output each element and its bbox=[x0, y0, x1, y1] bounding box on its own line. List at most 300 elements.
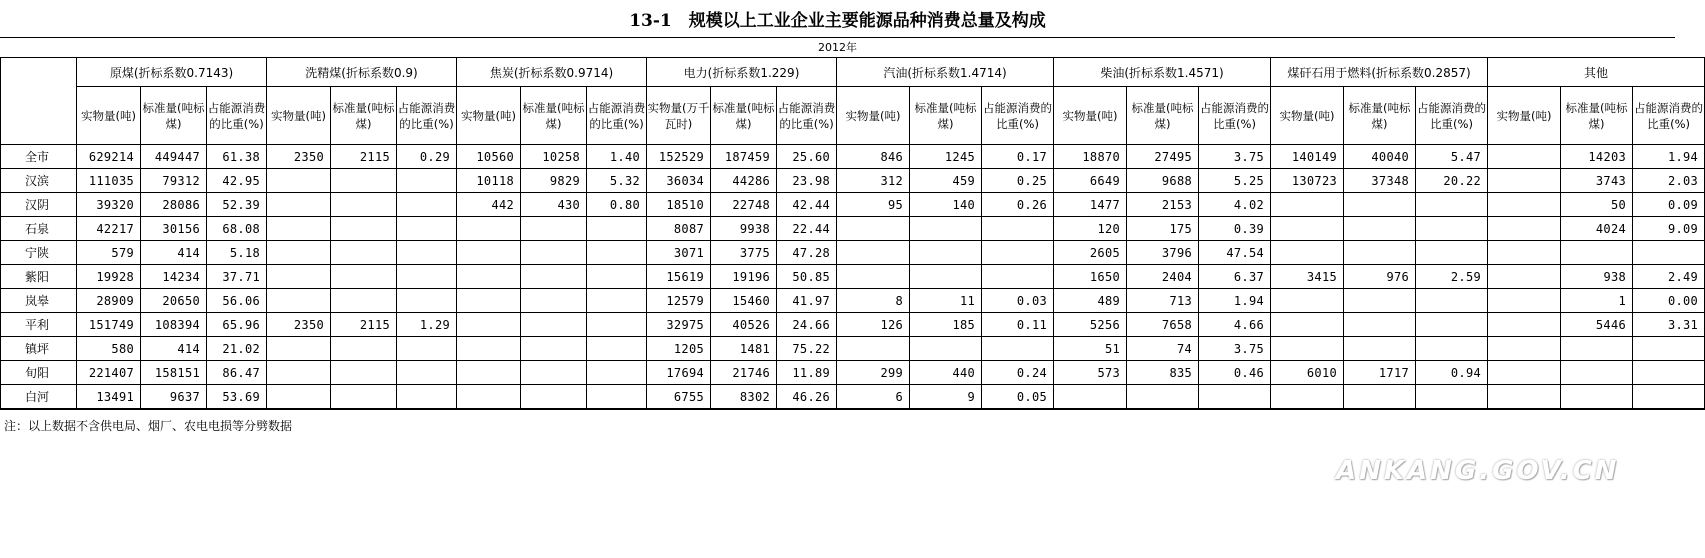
table-cell: 6 bbox=[837, 385, 910, 410]
table-title: 13-1 规模以上工业企业主要能源品种消费总量及构成 bbox=[629, 11, 1046, 31]
table-cell bbox=[331, 217, 397, 241]
table-cell: 449447 bbox=[141, 145, 207, 169]
table-cell bbox=[1561, 361, 1633, 385]
table-cell: 4024 bbox=[1561, 217, 1633, 241]
table-cell: 0.46 bbox=[1199, 361, 1271, 385]
table-cell: 2404 bbox=[1127, 265, 1199, 289]
column-header: 实物量(吨) bbox=[1271, 87, 1344, 145]
table-cell bbox=[587, 361, 647, 385]
table-row bbox=[1, 217, 1705, 241]
group-header: 其他 bbox=[1488, 58, 1705, 87]
table-cell: 42.44 bbox=[777, 193, 837, 217]
table-cell: 2115 bbox=[331, 145, 397, 169]
table-cell bbox=[1416, 217, 1488, 241]
table-cell: 13491 bbox=[77, 385, 141, 410]
table-cell: 3.75 bbox=[1199, 145, 1271, 169]
table-cell bbox=[331, 385, 397, 410]
table-row bbox=[1, 313, 1705, 337]
table-cell: 835 bbox=[1127, 361, 1199, 385]
table-cell: 5.18 bbox=[207, 241, 267, 265]
table-cell: 0.94 bbox=[1416, 361, 1488, 385]
region-name: 白河 bbox=[1, 385, 77, 410]
table-cell: 8087 bbox=[647, 217, 711, 241]
table-cell bbox=[397, 217, 457, 241]
table-cell: 0.26 bbox=[982, 193, 1054, 217]
table-cell: 22748 bbox=[711, 193, 777, 217]
table-cell bbox=[521, 313, 587, 337]
table-cell bbox=[982, 337, 1054, 361]
table-cell bbox=[1271, 241, 1344, 265]
table-cell bbox=[910, 217, 982, 241]
table-cell bbox=[397, 337, 457, 361]
table-cell: 5.47 bbox=[1416, 145, 1488, 169]
table-cell bbox=[267, 337, 331, 361]
table-cell: 312 bbox=[837, 169, 910, 193]
table-cell: 580 bbox=[77, 337, 141, 361]
table-cell: 0.25 bbox=[982, 169, 1054, 193]
table-cell bbox=[1416, 193, 1488, 217]
table-cell bbox=[1488, 145, 1561, 169]
table-cell bbox=[837, 241, 910, 265]
table-cell bbox=[1488, 313, 1561, 337]
table-cell: 44286 bbox=[711, 169, 777, 193]
table-cell bbox=[1416, 241, 1488, 265]
table-cell: 2350 bbox=[267, 313, 331, 337]
table-cell: 0.24 bbox=[982, 361, 1054, 385]
table-cell: 50 bbox=[1561, 193, 1633, 217]
table-cell bbox=[267, 169, 331, 193]
column-header: 实物量(吨) bbox=[1054, 87, 1127, 145]
table-cell bbox=[267, 289, 331, 313]
table-cell bbox=[397, 361, 457, 385]
table-cell: 140149 bbox=[1271, 145, 1344, 169]
table-cell bbox=[397, 169, 457, 193]
table-cell: 6649 bbox=[1054, 169, 1127, 193]
column-header: 占能源消费的比重(%) bbox=[587, 87, 647, 145]
table-cell bbox=[1488, 265, 1561, 289]
table-cell: 20.22 bbox=[1416, 169, 1488, 193]
column-header: 实物量(吨) bbox=[457, 87, 521, 145]
table-cell: 68.08 bbox=[207, 217, 267, 241]
table-cell: 21746 bbox=[711, 361, 777, 385]
column-header: 占能源消费的比重(%) bbox=[982, 87, 1054, 145]
table-cell: 10258 bbox=[521, 145, 587, 169]
region-name: 汉阴 bbox=[1, 193, 77, 217]
table-cell: 976 bbox=[1344, 265, 1416, 289]
table-cell bbox=[1344, 193, 1416, 217]
table-cell bbox=[587, 385, 647, 410]
table-cell bbox=[1416, 385, 1488, 410]
table-cell: 1477 bbox=[1054, 193, 1127, 217]
table-cell bbox=[587, 217, 647, 241]
table-cell: 41.97 bbox=[777, 289, 837, 313]
table-cell bbox=[1488, 289, 1561, 313]
table-cell bbox=[1488, 241, 1561, 265]
table-cell: 50.85 bbox=[777, 265, 837, 289]
table-cell bbox=[1054, 385, 1127, 410]
table-cell: 61.38 bbox=[207, 145, 267, 169]
table-cell bbox=[1344, 289, 1416, 313]
table-cell: 5.25 bbox=[1199, 169, 1271, 193]
table-cell: 23.98 bbox=[777, 169, 837, 193]
table-cell bbox=[457, 265, 521, 289]
table-cell: 9938 bbox=[711, 217, 777, 241]
table-cell: 2153 bbox=[1127, 193, 1199, 217]
table-cell: 65.96 bbox=[207, 313, 267, 337]
table-cell: 37348 bbox=[1344, 169, 1416, 193]
column-header: 实物量(吨) bbox=[1488, 87, 1561, 145]
table-cell: 3743 bbox=[1561, 169, 1633, 193]
column-header: 标准量(吨标煤) bbox=[910, 87, 982, 145]
column-header: 标准量(吨标煤) bbox=[1561, 87, 1633, 145]
table-cell: 75.22 bbox=[777, 337, 837, 361]
group-header: 煤矸石用于燃料(折标系数0.2857) bbox=[1271, 58, 1488, 87]
table-cell: 4.02 bbox=[1199, 193, 1271, 217]
table-row bbox=[1, 385, 1705, 410]
table-cell: 24.66 bbox=[777, 313, 837, 337]
table-cell: 9 bbox=[910, 385, 982, 410]
region-name: 平利 bbox=[1, 313, 77, 337]
table-cell: 15619 bbox=[647, 265, 711, 289]
table-cell bbox=[837, 217, 910, 241]
year-label: 2012年 bbox=[0, 37, 1675, 58]
table-cell bbox=[982, 241, 1054, 265]
column-header: 标准量(吨标煤) bbox=[521, 87, 587, 145]
table-cell: 12579 bbox=[647, 289, 711, 313]
table-cell bbox=[1344, 313, 1416, 337]
table-cell: 1481 bbox=[711, 337, 777, 361]
table-cell bbox=[267, 241, 331, 265]
table-cell: 0.03 bbox=[982, 289, 1054, 313]
column-header: 占能源消费的比重(%) bbox=[1416, 87, 1488, 145]
table-cell: 158151 bbox=[141, 361, 207, 385]
table-cell bbox=[837, 265, 910, 289]
table-cell: 3775 bbox=[711, 241, 777, 265]
table-cell bbox=[1488, 169, 1561, 193]
table-cell: 28086 bbox=[141, 193, 207, 217]
table-cell: 5446 bbox=[1561, 313, 1633, 337]
table-cell: 14203 bbox=[1561, 145, 1633, 169]
table-cell bbox=[1344, 241, 1416, 265]
column-header: 占能源消费的比重(%) bbox=[1633, 87, 1705, 145]
table-cell: 21.02 bbox=[207, 337, 267, 361]
table-cell: 108394 bbox=[141, 313, 207, 337]
group-header: 柴油(折标系数1.4571) bbox=[1054, 58, 1271, 87]
column-header: 占能源消费的比重(%) bbox=[777, 87, 837, 145]
table-cell bbox=[1633, 361, 1705, 385]
table-cell: 5.32 bbox=[587, 169, 647, 193]
table-cell: 1205 bbox=[647, 337, 711, 361]
table-cell: 10560 bbox=[457, 145, 521, 169]
table-cell bbox=[587, 313, 647, 337]
table-cell: 414 bbox=[141, 241, 207, 265]
table-cell bbox=[982, 217, 1054, 241]
table-cell bbox=[397, 385, 457, 410]
table-cell bbox=[521, 217, 587, 241]
column-header: 占能源消费的比重(%) bbox=[207, 87, 267, 145]
column-header: 标准量(吨标煤) bbox=[141, 87, 207, 145]
group-header: 电力(折标系数1.229) bbox=[647, 58, 837, 87]
table-cell: 120 bbox=[1054, 217, 1127, 241]
table-cell bbox=[1199, 385, 1271, 410]
table-cell bbox=[1633, 337, 1705, 361]
table-cell: 175 bbox=[1127, 217, 1199, 241]
table-cell: 5256 bbox=[1054, 313, 1127, 337]
table-cell: 47.28 bbox=[777, 241, 837, 265]
table-cell bbox=[521, 241, 587, 265]
table-cell: 0.29 bbox=[397, 145, 457, 169]
table-cell: 47.54 bbox=[1199, 241, 1271, 265]
table-cell: 74 bbox=[1127, 337, 1199, 361]
table-cell: 0.17 bbox=[982, 145, 1054, 169]
table-cell: 19196 bbox=[711, 265, 777, 289]
table-cell bbox=[982, 265, 1054, 289]
table-cell bbox=[397, 241, 457, 265]
table-cell: 4.66 bbox=[1199, 313, 1271, 337]
table-cell bbox=[1416, 289, 1488, 313]
table-cell: 52.39 bbox=[207, 193, 267, 217]
table-cell bbox=[1271, 193, 1344, 217]
table-cell bbox=[457, 361, 521, 385]
table-cell: 18510 bbox=[647, 193, 711, 217]
table-cell: 86.47 bbox=[207, 361, 267, 385]
table-cell: 10118 bbox=[457, 169, 521, 193]
table-cell bbox=[521, 361, 587, 385]
table-cell bbox=[457, 217, 521, 241]
table-cell: 0.11 bbox=[982, 313, 1054, 337]
region-name: 汉滨 bbox=[1, 169, 77, 193]
table-cell bbox=[521, 385, 587, 410]
table-cell: 1.29 bbox=[397, 313, 457, 337]
table-cell: 0.80 bbox=[587, 193, 647, 217]
table-cell: 56.06 bbox=[207, 289, 267, 313]
table-cell: 713 bbox=[1127, 289, 1199, 313]
table-cell: 40040 bbox=[1344, 145, 1416, 169]
group-header: 原煤(折标系数0.7143) bbox=[77, 58, 267, 87]
table-cell bbox=[331, 265, 397, 289]
table-cell: 299 bbox=[837, 361, 910, 385]
table-cell: 2.49 bbox=[1633, 265, 1705, 289]
table-cell: 1.40 bbox=[587, 145, 647, 169]
table-cell bbox=[1488, 385, 1561, 410]
table-cell: 0.39 bbox=[1199, 217, 1271, 241]
table-cell bbox=[331, 241, 397, 265]
table-cell: 0.05 bbox=[982, 385, 1054, 410]
table-cell bbox=[1344, 385, 1416, 410]
column-header: 实物量(万千瓦时) bbox=[647, 87, 711, 145]
table-cell: 573 bbox=[1054, 361, 1127, 385]
table-cell: 11 bbox=[910, 289, 982, 313]
table-cell: 6010 bbox=[1271, 361, 1344, 385]
table-row bbox=[1, 361, 1705, 385]
table-cell: 0.09 bbox=[1633, 193, 1705, 217]
table-cell: 2605 bbox=[1054, 241, 1127, 265]
table-cell: 1 bbox=[1561, 289, 1633, 313]
table-cell bbox=[457, 289, 521, 313]
table-cell bbox=[1633, 385, 1705, 410]
energy-consumption-table bbox=[0, 57, 1705, 410]
table-cell bbox=[1561, 385, 1633, 410]
table-cell bbox=[587, 265, 647, 289]
table-cell: 846 bbox=[837, 145, 910, 169]
table-cell bbox=[910, 265, 982, 289]
table-cell: 459 bbox=[910, 169, 982, 193]
table-cell: 2115 bbox=[331, 313, 397, 337]
table-cell: 489 bbox=[1054, 289, 1127, 313]
column-header: 实物量(吨) bbox=[77, 87, 141, 145]
table-cell: 22.44 bbox=[777, 217, 837, 241]
table-cell bbox=[331, 289, 397, 313]
table-cell: 3.75 bbox=[1199, 337, 1271, 361]
table-cell: 9829 bbox=[521, 169, 587, 193]
table-cell bbox=[397, 289, 457, 313]
table-cell bbox=[1488, 337, 1561, 361]
table-cell: 2.59 bbox=[1416, 265, 1488, 289]
column-header: 标准量(吨标煤) bbox=[1344, 87, 1416, 145]
table-cell: 18870 bbox=[1054, 145, 1127, 169]
table-row bbox=[1, 169, 1705, 193]
table-cell: 0.00 bbox=[1633, 289, 1705, 313]
table-row bbox=[1, 145, 1705, 169]
table-cell bbox=[267, 361, 331, 385]
table-cell: 130723 bbox=[1271, 169, 1344, 193]
table-cell: 9688 bbox=[1127, 169, 1199, 193]
table-cell bbox=[1344, 337, 1416, 361]
table-cell bbox=[457, 313, 521, 337]
table-cell: 25.60 bbox=[777, 145, 837, 169]
table-cell: 17694 bbox=[647, 361, 711, 385]
table-cell: 152529 bbox=[647, 145, 711, 169]
table-cell: 40526 bbox=[711, 313, 777, 337]
table-cell bbox=[837, 337, 910, 361]
table-cell: 53.69 bbox=[207, 385, 267, 410]
region-name: 镇坪 bbox=[1, 337, 77, 361]
table-cell bbox=[1416, 313, 1488, 337]
table-cell: 37.71 bbox=[207, 265, 267, 289]
table-cell bbox=[910, 241, 982, 265]
table-cell bbox=[1561, 337, 1633, 361]
table-row bbox=[1, 241, 1705, 265]
table-cell bbox=[1488, 193, 1561, 217]
column-header: 标准量(吨标煤) bbox=[711, 87, 777, 145]
table-cell: 9637 bbox=[141, 385, 207, 410]
table-cell: 27495 bbox=[1127, 145, 1199, 169]
table-cell: 11.89 bbox=[777, 361, 837, 385]
table-cell: 9.09 bbox=[1633, 217, 1705, 241]
table-cell: 1650 bbox=[1054, 265, 1127, 289]
region-name: 紫阳 bbox=[1, 265, 77, 289]
table-cell: 2.03 bbox=[1633, 169, 1705, 193]
table-cell bbox=[1488, 217, 1561, 241]
table-cell: 19928 bbox=[77, 265, 141, 289]
region-name: 旬阳 bbox=[1, 361, 77, 385]
table-row bbox=[1, 193, 1705, 217]
table-cell: 221407 bbox=[77, 361, 141, 385]
table-cell: 3415 bbox=[1271, 265, 1344, 289]
table-cell bbox=[1488, 361, 1561, 385]
table-cell: 51 bbox=[1054, 337, 1127, 361]
table-cell bbox=[457, 385, 521, 410]
region-name: 全市 bbox=[1, 145, 77, 169]
table-row bbox=[1, 337, 1705, 361]
table-cell bbox=[1271, 337, 1344, 361]
column-header: 实物量(吨) bbox=[837, 87, 910, 145]
table-cell: 1717 bbox=[1344, 361, 1416, 385]
footnote: 注：以上数据不含供电局、烟厂、农电电损等分劈数据 bbox=[4, 419, 293, 433]
column-header: 标准量(吨标煤) bbox=[331, 87, 397, 145]
table-row bbox=[1, 265, 1705, 289]
table-cell bbox=[910, 337, 982, 361]
table-cell: 32975 bbox=[647, 313, 711, 337]
table-cell: 30156 bbox=[141, 217, 207, 241]
column-header: 标准量(吨标煤) bbox=[1127, 87, 1199, 145]
table-cell: 185 bbox=[910, 313, 982, 337]
table-cell bbox=[267, 193, 331, 217]
table-row bbox=[1, 289, 1705, 313]
table-cell: 20650 bbox=[141, 289, 207, 313]
table-cell: 3796 bbox=[1127, 241, 1199, 265]
region-name: 石泉 bbox=[1, 217, 77, 241]
table-cell: 39320 bbox=[77, 193, 141, 217]
table-cell: 15460 bbox=[711, 289, 777, 313]
table-cell bbox=[331, 169, 397, 193]
table-cell bbox=[587, 289, 647, 313]
table-cell: 3071 bbox=[647, 241, 711, 265]
group-header: 洗精煤(折标系数0.9) bbox=[267, 58, 457, 87]
table-cell: 629214 bbox=[77, 145, 141, 169]
watermark-logo: ANKANG.GOV.CN bbox=[1336, 456, 1620, 486]
table-cell bbox=[1344, 217, 1416, 241]
table-cell: 111035 bbox=[77, 169, 141, 193]
table-cell bbox=[521, 337, 587, 361]
table-cell: 442 bbox=[457, 193, 521, 217]
table-cell: 42.95 bbox=[207, 169, 267, 193]
table-cell bbox=[331, 361, 397, 385]
table-cell: 79312 bbox=[141, 169, 207, 193]
table-cell bbox=[1271, 385, 1344, 410]
table-cell bbox=[397, 193, 457, 217]
table-cell bbox=[267, 385, 331, 410]
table-cell: 430 bbox=[521, 193, 587, 217]
table-cell: 140 bbox=[910, 193, 982, 217]
region-header-cell bbox=[1, 58, 77, 145]
table-cell bbox=[1127, 385, 1199, 410]
table-cell bbox=[587, 241, 647, 265]
table-cell: 46.26 bbox=[777, 385, 837, 410]
table-cell: 14234 bbox=[141, 265, 207, 289]
column-header: 实物量(吨) bbox=[267, 87, 331, 145]
table-cell: 28909 bbox=[77, 289, 141, 313]
table-cell bbox=[1271, 289, 1344, 313]
table-cell: 187459 bbox=[711, 145, 777, 169]
table-cell bbox=[1633, 241, 1705, 265]
region-name: 宁陕 bbox=[1, 241, 77, 265]
table-cell: 1245 bbox=[910, 145, 982, 169]
table-cell bbox=[331, 337, 397, 361]
table-cell bbox=[1271, 217, 1344, 241]
table-cell: 6755 bbox=[647, 385, 711, 410]
table-cell bbox=[267, 217, 331, 241]
table-cell bbox=[457, 241, 521, 265]
column-header: 占能源消费的比重(%) bbox=[397, 87, 457, 145]
table-cell: 3.31 bbox=[1633, 313, 1705, 337]
table-cell bbox=[1271, 313, 1344, 337]
table-cell bbox=[521, 289, 587, 313]
table-cell: 126 bbox=[837, 313, 910, 337]
table-cell bbox=[457, 337, 521, 361]
table-cell: 6.37 bbox=[1199, 265, 1271, 289]
table-cell: 8302 bbox=[711, 385, 777, 410]
